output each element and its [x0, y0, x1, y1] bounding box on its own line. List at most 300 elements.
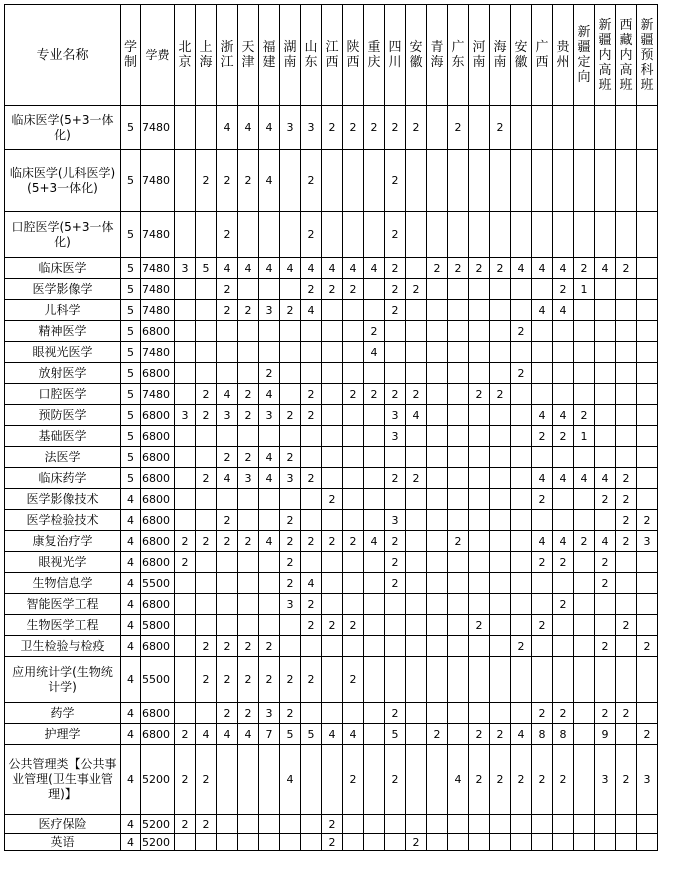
quota-cell [616, 447, 637, 468]
quota-cell: 1 [574, 426, 595, 447]
quota-cell: 8 [532, 724, 553, 745]
quota-cell [175, 279, 196, 300]
quota-cell [448, 703, 469, 724]
header-0: 专业名称 [5, 5, 121, 106]
quota-cell [574, 615, 595, 636]
quota-cell: 4 [280, 745, 301, 815]
quota-cell [448, 724, 469, 745]
table-row [5, 150, 658, 212]
fee-cell: 6800 [141, 405, 175, 426]
quota-cell [427, 615, 448, 636]
quota-cell [196, 594, 217, 615]
quota-cell [301, 426, 322, 447]
quota-cell [301, 703, 322, 724]
quota-cell [553, 815, 574, 834]
quota-cell [553, 510, 574, 531]
quota-cell [574, 342, 595, 363]
quota-cell: 2 [385, 552, 406, 573]
quota-cell: 2 [196, 657, 217, 703]
quota-cell: 2 [616, 468, 637, 489]
quota-cell [406, 150, 427, 212]
quota-cell [574, 636, 595, 657]
quota-cell: 4 [553, 258, 574, 279]
table-row [5, 468, 658, 489]
major-name: 药学 [5, 703, 121, 724]
quota-cell [469, 426, 490, 447]
quota-cell [553, 150, 574, 212]
quota-cell [574, 724, 595, 745]
quota-cell: 3 [385, 426, 406, 447]
quota-cell [238, 552, 259, 573]
quota-cell: 2 [301, 150, 322, 212]
quota-cell [364, 405, 385, 426]
quota-cell [448, 815, 469, 834]
quota-cell: 2 [574, 258, 595, 279]
quota-cell [448, 405, 469, 426]
quota-cell: 2 [616, 615, 637, 636]
quota-cell [322, 594, 343, 615]
quota-cell [217, 552, 238, 573]
fee-cell: 6800 [141, 363, 175, 384]
quota-cell [595, 363, 616, 384]
fee-cell: 5500 [141, 573, 175, 594]
quota-cell [406, 489, 427, 510]
fee-cell: 7480 [141, 300, 175, 321]
quota-cell [574, 815, 595, 834]
quota-cell [637, 657, 658, 703]
major-name: 医学影像学 [5, 279, 121, 300]
quota-cell [427, 745, 448, 815]
quota-cell [196, 615, 217, 636]
quota-cell: 4 [532, 258, 553, 279]
quota-cell: 2 [322, 531, 343, 552]
quota-cell: 4 [553, 531, 574, 552]
quota-cell [574, 300, 595, 321]
quota-cell [364, 703, 385, 724]
quota-cell [343, 573, 364, 594]
major-name: 临床医学(5+3一体化) [5, 106, 121, 150]
quota-cell [385, 489, 406, 510]
quota-cell: 2 [595, 489, 616, 510]
quota-cell [511, 615, 532, 636]
quota-cell [406, 510, 427, 531]
quota-cell [469, 834, 490, 851]
quota-cell: 2 [469, 724, 490, 745]
quota-cell [490, 594, 511, 615]
fee-cell: 7480 [141, 212, 175, 258]
quota-cell: 2 [238, 636, 259, 657]
quota-cell [469, 363, 490, 384]
quota-cell: 4 [574, 468, 595, 489]
quota-cell [364, 573, 385, 594]
quota-cell: 2 [343, 745, 364, 815]
header-25: 新疆预科班 [637, 5, 658, 106]
quota-cell [196, 279, 217, 300]
quota-cell [511, 510, 532, 531]
duration-cell: 4 [121, 594, 141, 615]
quota-cell: 2 [175, 724, 196, 745]
quota-cell: 2 [490, 258, 511, 279]
quota-cell [490, 489, 511, 510]
quota-cell: 2 [280, 447, 301, 468]
quota-cell [427, 342, 448, 363]
quota-cell [532, 636, 553, 657]
quota-cell: 2 [322, 834, 343, 851]
quota-cell [238, 745, 259, 815]
quota-cell [532, 447, 553, 468]
quota-cell [448, 657, 469, 703]
quota-cell [343, 703, 364, 724]
quota-cell [364, 212, 385, 258]
quota-cell [532, 212, 553, 258]
quota-cell [364, 468, 385, 489]
duration-cell: 5 [121, 447, 141, 468]
quota-cell: 2 [553, 552, 574, 573]
quota-cell [616, 594, 637, 615]
quota-cell: 5 [280, 724, 301, 745]
major-name: 医学影像技术 [5, 489, 121, 510]
quota-cell: 2 [217, 636, 238, 657]
quota-cell [532, 594, 553, 615]
quota-cell: 2 [469, 615, 490, 636]
quota-cell: 4 [595, 258, 616, 279]
quota-cell: 4 [532, 300, 553, 321]
quota-cell: 3 [280, 594, 301, 615]
quota-cell [280, 363, 301, 384]
quota-cell: 2 [343, 106, 364, 150]
table-row [5, 300, 658, 321]
quota-cell: 2 [532, 552, 553, 573]
quota-cell [637, 363, 658, 384]
quota-cell [553, 489, 574, 510]
quota-cell: 2 [238, 384, 259, 405]
duration-cell: 5 [121, 468, 141, 489]
quota-cell [343, 363, 364, 384]
quota-cell [322, 300, 343, 321]
quota-cell: 2 [280, 510, 301, 531]
quota-cell [448, 636, 469, 657]
duration-cell: 4 [121, 531, 141, 552]
duration-cell: 5 [121, 279, 141, 300]
quota-cell [343, 150, 364, 212]
quota-cell: 2 [280, 573, 301, 594]
quota-cell: 2 [574, 531, 595, 552]
quota-cell: 2 [616, 531, 637, 552]
header-3: 北京 [175, 5, 196, 106]
duration-cell: 5 [121, 212, 141, 258]
quota-cell: 3 [217, 405, 238, 426]
quota-cell [259, 510, 280, 531]
quota-cell [637, 573, 658, 594]
quota-cell: 4 [238, 724, 259, 745]
quota-cell: 3 [259, 405, 280, 426]
quota-cell: 4 [322, 258, 343, 279]
quota-cell [301, 636, 322, 657]
fee-cell: 7480 [141, 384, 175, 405]
quota-cell [406, 342, 427, 363]
quota-cell [511, 468, 532, 489]
major-name: 临床医学(儿科医学)(5+3一体化) [5, 150, 121, 212]
quota-cell: 2 [616, 745, 637, 815]
duration-cell: 5 [121, 426, 141, 447]
quota-cell: 4 [553, 405, 574, 426]
quota-cell [196, 426, 217, 447]
quota-cell: 2 [490, 106, 511, 150]
quota-cell [385, 615, 406, 636]
quota-cell: 4 [259, 468, 280, 489]
quota-cell [595, 279, 616, 300]
quota-cell [343, 636, 364, 657]
quota-cell [217, 342, 238, 363]
quota-cell: 2 [616, 703, 637, 724]
quota-cell [301, 447, 322, 468]
quota-cell [175, 426, 196, 447]
fee-cell: 6800 [141, 426, 175, 447]
quota-cell [196, 552, 217, 573]
quota-cell [490, 279, 511, 300]
quota-cell [427, 384, 448, 405]
quota-cell [322, 510, 343, 531]
quota-cell [595, 815, 616, 834]
quota-cell [490, 636, 511, 657]
quota-cell [511, 531, 532, 552]
quota-cell: 2 [175, 552, 196, 573]
quota-cell [175, 106, 196, 150]
quota-cell: 4 [364, 531, 385, 552]
quota-cell [364, 834, 385, 851]
quota-cell [175, 447, 196, 468]
quota-cell [595, 212, 616, 258]
quota-cell [469, 321, 490, 342]
quota-cell [175, 363, 196, 384]
quota-cell [553, 363, 574, 384]
quota-cell [385, 657, 406, 703]
quota-cell: 2 [595, 552, 616, 573]
quota-cell [616, 384, 637, 405]
quota-cell: 4 [217, 724, 238, 745]
quota-cell [637, 212, 658, 258]
duration-cell: 4 [121, 636, 141, 657]
quota-cell [175, 212, 196, 258]
quota-cell [406, 636, 427, 657]
quota-cell [427, 321, 448, 342]
quota-cell [595, 615, 616, 636]
quota-cell [637, 468, 658, 489]
major-name: 基础医学 [5, 426, 121, 447]
quota-cell [406, 321, 427, 342]
fee-cell: 7480 [141, 106, 175, 150]
quota-cell [511, 573, 532, 594]
quota-cell [301, 834, 322, 851]
quota-cell [637, 300, 658, 321]
quota-cell [385, 363, 406, 384]
quota-cell: 2 [322, 489, 343, 510]
quota-cell: 3 [280, 468, 301, 489]
quota-cell [490, 405, 511, 426]
quota-cell [322, 342, 343, 363]
quota-cell [364, 552, 385, 573]
quota-cell: 2 [385, 258, 406, 279]
quota-cell: 3 [385, 405, 406, 426]
quota-cell [448, 300, 469, 321]
header-6: 天津 [238, 5, 259, 106]
major-name: 法医学 [5, 447, 121, 468]
quota-cell [280, 489, 301, 510]
quota-cell [322, 150, 343, 212]
quota-cell [532, 279, 553, 300]
quota-cell [616, 573, 637, 594]
quota-cell: 2 [364, 106, 385, 150]
quota-cell [574, 447, 595, 468]
quota-cell [238, 321, 259, 342]
quota-cell [238, 489, 259, 510]
header-8: 湖南 [280, 5, 301, 106]
quota-cell [385, 815, 406, 834]
quota-cell: 2 [343, 279, 364, 300]
quota-cell: 3 [385, 510, 406, 531]
quota-cell [301, 363, 322, 384]
quota-cell [322, 447, 343, 468]
quota-cell [490, 615, 511, 636]
duration-cell: 4 [121, 745, 141, 815]
quota-cell [574, 384, 595, 405]
quota-cell [427, 426, 448, 447]
quota-cell [406, 724, 427, 745]
quota-cell: 4 [301, 258, 322, 279]
quota-cell: 2 [553, 426, 574, 447]
quota-cell [364, 815, 385, 834]
table-row [5, 510, 658, 531]
duration-cell: 5 [121, 300, 141, 321]
table-row [5, 573, 658, 594]
quota-cell [175, 594, 196, 615]
quota-cell: 2 [511, 745, 532, 815]
quota-cell: 2 [301, 405, 322, 426]
quota-cell [490, 657, 511, 703]
quota-cell: 2 [574, 405, 595, 426]
quota-cell: 2 [217, 212, 238, 258]
quota-cell [637, 815, 658, 834]
quota-cell [637, 150, 658, 212]
quota-cell: 4 [364, 342, 385, 363]
quota-cell: 4 [322, 724, 343, 745]
quota-cell [406, 573, 427, 594]
quota-cell [427, 106, 448, 150]
quota-cell [595, 150, 616, 212]
fee-cell: 6800 [141, 489, 175, 510]
fee-cell: 5200 [141, 834, 175, 851]
quota-cell [469, 150, 490, 212]
quota-cell [511, 300, 532, 321]
table-row [5, 212, 658, 258]
quota-cell [469, 636, 490, 657]
quota-cell [364, 279, 385, 300]
quota-cell [574, 745, 595, 815]
quota-cell: 4 [301, 573, 322, 594]
duration-cell: 5 [121, 258, 141, 279]
quota-cell [448, 594, 469, 615]
quota-cell [448, 342, 469, 363]
quota-cell [469, 106, 490, 150]
duration-cell: 4 [121, 815, 141, 834]
quota-cell: 2 [301, 279, 322, 300]
table-row [5, 489, 658, 510]
duration-cell: 4 [121, 552, 141, 573]
quota-cell [490, 342, 511, 363]
quota-cell [553, 834, 574, 851]
quota-cell [427, 815, 448, 834]
quota-cell: 2 [259, 636, 280, 657]
quota-cell [637, 106, 658, 150]
header-14: 安徽 [406, 5, 427, 106]
table-row [5, 321, 658, 342]
major-name: 医学检验技术 [5, 510, 121, 531]
quota-cell [217, 745, 238, 815]
quota-cell [616, 724, 637, 745]
quota-cell [322, 468, 343, 489]
quota-cell [511, 447, 532, 468]
quota-cell: 4 [217, 468, 238, 489]
header-7: 福建 [259, 5, 280, 106]
quota-cell [322, 573, 343, 594]
quota-cell: 2 [511, 363, 532, 384]
major-name: 康复治疗学 [5, 531, 121, 552]
quota-cell [574, 489, 595, 510]
quota-cell [427, 212, 448, 258]
quota-cell [196, 834, 217, 851]
quota-cell [637, 834, 658, 851]
quota-cell [511, 703, 532, 724]
quota-cell [364, 745, 385, 815]
quota-cell [490, 300, 511, 321]
quota-cell [301, 745, 322, 815]
quota-cell: 2 [385, 384, 406, 405]
quota-cell [364, 363, 385, 384]
quota-cell [490, 212, 511, 258]
quota-cell: 2 [238, 531, 259, 552]
quota-cell [637, 405, 658, 426]
table-row [5, 615, 658, 636]
quota-cell [343, 342, 364, 363]
quota-cell [574, 363, 595, 384]
quota-cell [343, 815, 364, 834]
quota-cell [322, 363, 343, 384]
quota-cell: 2 [217, 447, 238, 468]
quota-cell [280, 212, 301, 258]
quota-cell [343, 594, 364, 615]
quota-cell: 2 [385, 573, 406, 594]
quota-cell: 2 [259, 657, 280, 703]
quota-cell [406, 745, 427, 815]
quota-cell: 4 [280, 258, 301, 279]
quota-cell [469, 573, 490, 594]
quota-cell [385, 342, 406, 363]
table-row [5, 279, 658, 300]
quota-cell [448, 321, 469, 342]
quota-cell [490, 468, 511, 489]
quota-cell [175, 510, 196, 531]
quota-cell: 2 [469, 384, 490, 405]
quota-cell [616, 342, 637, 363]
quota-cell: 4 [532, 531, 553, 552]
quota-cell: 2 [553, 745, 574, 815]
duration-cell: 5 [121, 405, 141, 426]
quota-cell: 3 [595, 745, 616, 815]
fee-cell: 5200 [141, 745, 175, 815]
quota-cell: 2 [385, 531, 406, 552]
table-row [5, 384, 658, 405]
quota-cell [553, 447, 574, 468]
